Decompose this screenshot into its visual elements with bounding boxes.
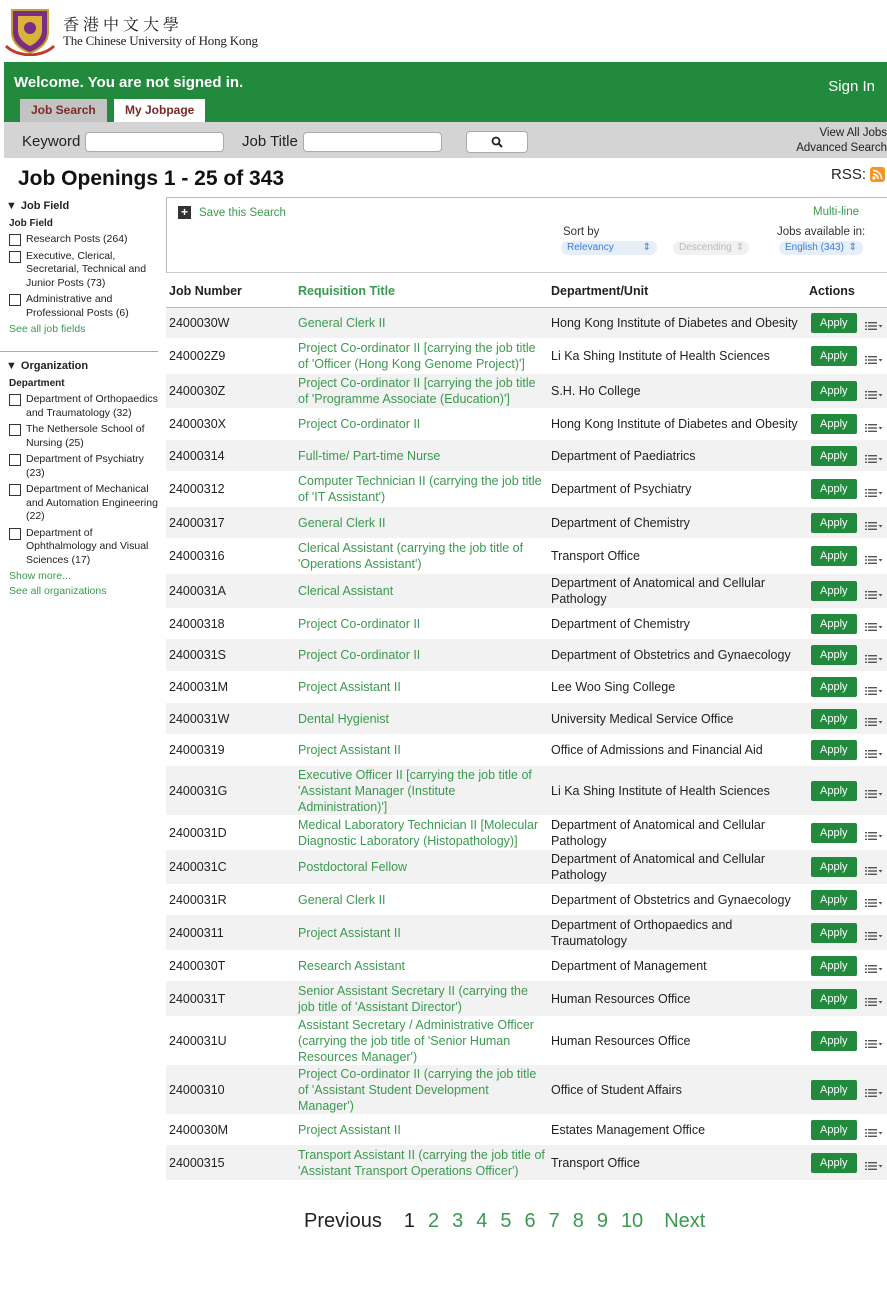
- apply-button[interactable]: Apply: [811, 346, 857, 366]
- department-cell: Estates Management Office: [551, 1122, 706, 1137]
- actions-cell: [806, 574, 887, 608]
- actions-cell: [806, 734, 887, 766]
- job-title-link[interactable]: Project Assistant II: [295, 915, 548, 950]
- show-more-link[interactable]: Show more...: [9, 570, 71, 582]
- department-cell: Transport Office: [551, 549, 640, 563]
- table-row: [166, 671, 887, 703]
- department-cell: S.H. Ho College: [548, 374, 806, 408]
- row-menu-icon[interactable]: [865, 518, 883, 526]
- job-number-cell: 24000310: [166, 1065, 295, 1114]
- row-menu-icon[interactable]: [865, 714, 883, 722]
- department-cell: Li Ka Shing Institute of Health Sciences: [551, 349, 770, 363]
- row-menu-icon[interactable]: [865, 746, 883, 754]
- job-field-header[interactable]: ▼ Job Field: [6, 200, 70, 212]
- table-row: [166, 408, 887, 440]
- actions-cell: [806, 850, 887, 884]
- filter-item[interactable]: Administrative and Professional Posts (6): [6, 293, 158, 320]
- job-number-cell: 2400030T: [169, 958, 226, 973]
- jobs-available-label: Jobs available in:: [777, 226, 866, 238]
- row-menu-icon[interactable]: [865, 961, 883, 969]
- header-requisition-title[interactable]: Requisition Title: [295, 276, 548, 307]
- search-button[interactable]: [466, 131, 528, 153]
- checkbox[interactable]: [9, 528, 21, 540]
- actions-cell: [806, 815, 887, 850]
- row-menu-icon[interactable]: [865, 552, 883, 560]
- table-row: [166, 915, 887, 950]
- search-icon: [491, 136, 503, 148]
- job-title-link[interactable]: General Clerk II: [295, 507, 548, 538]
- apply-button[interactable]: Apply: [811, 546, 857, 566]
- table-row: [166, 608, 887, 639]
- sort-select[interactable]: Relevancy ⇕: [561, 241, 657, 255]
- job-number-cell: 2400031M: [169, 680, 229, 694]
- department-cell: Department of Management: [551, 958, 707, 973]
- actions-cell: [806, 766, 887, 815]
- rss-icon[interactable]: [870, 167, 885, 182]
- row-menu-icon[interactable]: [865, 1158, 883, 1166]
- department-cell: Department of Chemistry: [548, 507, 806, 538]
- apply-button[interactable]: Apply: [811, 740, 857, 760]
- actions-cell: [806, 639, 887, 671]
- job-title-link[interactable]: Project Assistant II: [298, 743, 401, 757]
- table-row: [166, 538, 887, 574]
- actions-cell: [806, 1145, 887, 1180]
- apply-button[interactable]: Apply: [811, 1153, 857, 1173]
- department-cell: Li Ka Shing Institute of Health Sciences: [548, 766, 806, 815]
- filter-item[interactable]: Department of Psychiatry (23): [6, 453, 158, 480]
- department-cell: Department of Anatomical and Cellular Pathology: [551, 817, 766, 848]
- job-title-link[interactable]: Transport Assistant II (carrying the job title of 'Assistant Transport Operations Officer'): [295, 1145, 548, 1180]
- apply-button[interactable]: Apply: [811, 677, 857, 697]
- table-row: [166, 639, 887, 671]
- table-row: [166, 884, 887, 915]
- row-menu-icon[interactable]: [865, 786, 883, 794]
- sort-by-label: Sort by: [563, 226, 600, 238]
- apply-button[interactable]: Apply: [811, 781, 857, 801]
- checkbox[interactable]: [9, 424, 21, 436]
- select-arrows-icon: ⇕: [848, 242, 857, 253]
- table-row: [166, 1114, 887, 1145]
- top-nav-bar: [4, 62, 887, 122]
- job-title-link[interactable]: Medical Laboratory Technician II [Molecular Diagnostic Laboratory (Histopathology)]: [298, 817, 539, 848]
- job-number-cell: 2400031T: [166, 981, 295, 1016]
- actions-cell: [806, 1114, 887, 1145]
- apply-button[interactable]: Apply: [811, 313, 857, 333]
- page-link[interactable]: 5: [500, 1210, 512, 1232]
- department-cell: Hong Kong Institute of Diabetes and Obesity: [548, 307, 806, 338]
- job-number-cell: 24000311: [166, 915, 295, 950]
- apply-button[interactable]: Apply: [811, 890, 857, 910]
- select-arrows-icon: ⇕: [642, 242, 651, 253]
- job-title-link[interactable]: Project Assistant II: [298, 680, 401, 694]
- actions-cell: [806, 471, 887, 507]
- department-subheader: Department: [9, 378, 65, 389]
- page-link[interactable]: 6: [524, 1210, 536, 1232]
- filter-item[interactable]: The Nethersole School of Nursing (25): [6, 423, 158, 450]
- university-name-english: The Chinese University of Hong Kong: [63, 33, 258, 48]
- table-row: [166, 981, 887, 1016]
- table-row: [166, 507, 887, 538]
- actions-cell: [806, 915, 887, 950]
- language-select[interactable]: English (343) ⇕: [779, 241, 863, 255]
- row-menu-icon[interactable]: [865, 683, 883, 691]
- table-row: [166, 1065, 887, 1114]
- job-title-link[interactable]: General Clerk II: [298, 892, 386, 907]
- job-title-link[interactable]: Clerical Assistant (carrying the job title of 'Operations Assistant'): [298, 541, 524, 571]
- table-row: [166, 574, 887, 608]
- header: [0, 0, 887, 62]
- job-title-link[interactable]: Full-time/ Part-time Nurse: [295, 440, 548, 471]
- actions-cell: [806, 440, 887, 471]
- keyword-label: Keyword: [22, 133, 81, 150]
- previous-page-link[interactable]: Previous: [304, 1210, 382, 1232]
- view-all-jobs-link[interactable]: View All Jobs: [819, 127, 887, 139]
- page-link[interactable]: 3: [452, 1210, 464, 1232]
- job-title-link[interactable]: Project Co-ordinator II: [298, 417, 421, 431]
- page-title: Job Openings 1 - 25 of 343: [18, 167, 285, 190]
- filter-sidebar: [6, 200, 158, 597]
- actions-cell: [806, 338, 887, 374]
- order-select[interactable]: Descending ⇕: [673, 241, 749, 255]
- university-name-chinese: 香港中文大學: [63, 15, 184, 34]
- job-number-cell: 2400030X: [169, 417, 227, 431]
- actions-cell: [806, 374, 887, 408]
- checkbox[interactable]: [9, 394, 21, 406]
- job-title-link[interactable]: Project Co-ordinator II [carrying the job title of 'Programme Associate (Education)']: [295, 374, 548, 408]
- row-menu-icon[interactable]: [865, 352, 883, 360]
- job-title-link[interactable]: Clerical Assistant: [295, 574, 548, 608]
- job-title-link[interactable]: Dental Hygienist: [295, 703, 548, 734]
- apply-button[interactable]: Apply: [811, 1120, 857, 1140]
- actions-cell: [806, 981, 887, 1016]
- actions-cell: [806, 608, 887, 639]
- job-number-cell: 2400031W: [166, 703, 295, 734]
- organization-header[interactable]: ▼ Organization: [6, 360, 89, 372]
- department-cell: Transport Office: [548, 1145, 806, 1180]
- actions-cell: [806, 408, 887, 440]
- job-number-cell: 2400031D: [169, 825, 227, 840]
- row-menu-icon[interactable]: [865, 1085, 883, 1093]
- actions-cell: [806, 884, 887, 915]
- row-menu-icon[interactable]: [865, 619, 883, 627]
- department-cell: Office of Student Affairs: [548, 1065, 806, 1114]
- department-cell: Hong Kong Institute of Diabetes and Obesity: [551, 417, 798, 431]
- job-number-cell: 2400031R: [169, 892, 227, 907]
- apply-button[interactable]: Apply: [811, 645, 857, 665]
- job-title-link[interactable]: Research Assistant: [298, 958, 405, 973]
- tab-job-search[interactable]: Job Search: [20, 99, 107, 122]
- advanced-search-link[interactable]: Advanced Search: [796, 142, 887, 154]
- select-arrows-icon: ⇕: [735, 242, 745, 253]
- header-job-number[interactable]: Job Number: [166, 276, 295, 307]
- pagination: [304, 1210, 718, 1233]
- job-title-link[interactable]: Project Assistant II: [298, 1122, 401, 1137]
- checkbox[interactable]: [9, 294, 21, 306]
- job-title-link[interactable]: Project Co-ordinator II (carrying the job title of 'Assistant Student Development Manager'): [295, 1065, 548, 1114]
- page-link[interactable]: 8: [572, 1210, 584, 1232]
- job-title-link[interactable]: Senior Assistant Secretary II (carrying the job title of 'Assistant Director'): [295, 981, 548, 1016]
- row-menu-icon[interactable]: [865, 420, 883, 428]
- page-link[interactable]: 9: [596, 1210, 608, 1232]
- checkbox[interactable]: [9, 234, 21, 246]
- job-field-subheader: Job Field: [9, 218, 53, 229]
- job-number-cell: 24000316: [169, 549, 225, 563]
- actions-cell: [806, 507, 887, 538]
- apply-button[interactable]: Apply: [811, 414, 857, 434]
- see-all-organizations-link[interactable]: See all organizations: [9, 585, 107, 597]
- apply-button[interactable]: Apply: [811, 823, 857, 843]
- table-row: [166, 471, 887, 507]
- row-menu-icon[interactable]: [865, 387, 883, 395]
- divider: [0, 351, 158, 352]
- job-number-cell: 24000312: [169, 482, 225, 496]
- table-row: [166, 703, 887, 734]
- checkbox[interactable]: [9, 484, 21, 496]
- department-cell: Department of Orthopaedics and Traumatology: [548, 915, 806, 950]
- table-row: [166, 815, 887, 850]
- apply-button[interactable]: Apply: [811, 989, 857, 1009]
- table-row: [166, 734, 887, 766]
- row-menu-icon[interactable]: [865, 1036, 883, 1044]
- table-row: [166, 338, 887, 374]
- apply-button[interactable]: Apply: [811, 614, 857, 634]
- job-number-cell: 2400031G: [166, 766, 295, 815]
- filter-item[interactable]: Executive, Clerical, Secretarial, Technical and Junior Posts (73): [6, 250, 158, 291]
- job-title-input[interactable]: [303, 132, 442, 152]
- job-title-link[interactable]: General Clerk II: [295, 307, 548, 338]
- page-link[interactable]: 2: [427, 1210, 440, 1232]
- department-cell: Department of Psychiatry: [551, 482, 692, 496]
- sign-in-link[interactable]: Sign In: [828, 78, 875, 95]
- table-row: [166, 850, 887, 884]
- job-title-link[interactable]: Project Co-ordinator II: [295, 639, 548, 671]
- department-cell: Department of Anatomical and Cellular Pathology: [548, 850, 806, 884]
- actions-cell: [806, 1016, 887, 1065]
- search-links: [796, 126, 887, 156]
- page-link[interactable]: 4: [476, 1210, 488, 1232]
- actions-cell: [806, 703, 887, 734]
- table-header-row: [166, 276, 887, 307]
- header-actions: Actions: [806, 276, 887, 307]
- job-openings-table: [166, 276, 887, 1180]
- job-number-cell: 24000314: [166, 440, 295, 471]
- apply-button[interactable]: Apply: [811, 923, 857, 943]
- keyword-input[interactable]: [85, 132, 224, 152]
- multi-line-toggle[interactable]: Multi-line: [812, 206, 859, 218]
- department-cell: Office of Admissions and Financial Aid: [551, 743, 763, 757]
- actions-cell: [806, 1065, 887, 1114]
- page-current: 1: [403, 1210, 415, 1232]
- job-title-link[interactable]: Project Co-ordinator II [carrying the job title of 'Officer (Hong Kong Genome Project)']: [298, 341, 536, 371]
- job-number-cell: 2400031U: [169, 1033, 227, 1048]
- actions-cell: [806, 538, 887, 574]
- row-menu-icon[interactable]: [865, 318, 883, 326]
- rss-feed[interactable]: [831, 166, 885, 183]
- department-cell: Lee Woo Sing College: [551, 680, 676, 694]
- apply-button[interactable]: Apply: [811, 446, 857, 466]
- department-cell: Human Resources Office: [551, 1033, 691, 1048]
- row-menu-icon[interactable]: [865, 994, 883, 1002]
- job-title-link[interactable]: Computer Technician II (carrying the job title of 'IT Assistant'): [298, 474, 542, 504]
- job-title-link[interactable]: Assistant Secretary / Administrative Officer (carrying the job title of 'Senior Human Resources Manager'): [298, 1017, 534, 1064]
- checkbox[interactable]: [9, 454, 21, 466]
- filter-item[interactable]: Department of Mechanical and Automation Engineering (22): [6, 483, 158, 524]
- job-number-cell: 24000317: [166, 507, 295, 538]
- job-title-link[interactable]: Postdoctoral Fellow: [295, 850, 548, 884]
- apply-button[interactable]: Apply: [811, 479, 857, 499]
- job-title-link[interactable]: Executive Officer II [carrying the job title of 'Assistant Manager (Institute Administration)']: [295, 766, 548, 815]
- save-search-link[interactable]: + Save this Search: [178, 206, 286, 219]
- collapse-triangle-icon[interactable]: ▼: [6, 360, 17, 372]
- tab-my-jobpage[interactable]: My Jobpage: [114, 99, 205, 122]
- job-number-cell: 24000315: [166, 1145, 295, 1180]
- job-number-cell: 2400031C: [166, 850, 295, 884]
- job-number-cell: 2400031A: [166, 574, 295, 608]
- apply-button[interactable]: Apply: [811, 581, 857, 601]
- job-number-cell: 24000318: [169, 616, 225, 631]
- job-number-cell: 24000319: [169, 743, 225, 757]
- apply-button[interactable]: Apply: [811, 1080, 857, 1100]
- apply-button[interactable]: Apply: [811, 1031, 857, 1051]
- department-cell: Human Resources Office: [548, 981, 806, 1016]
- see-all-job-fields-link[interactable]: See all job fields: [9, 323, 86, 335]
- department-cell: Department of Obstetrics and Gynaecology: [551, 892, 791, 907]
- table-row: [166, 1145, 887, 1180]
- search-bar: [4, 122, 887, 158]
- job-number-cell: 2400031S: [166, 639, 295, 671]
- job-title-link[interactable]: Project Co-ordinator II: [298, 616, 421, 631]
- job-number-cell: 240002Z9: [169, 349, 226, 363]
- department-cell: Department of Anatomical and Cellular Pathology: [548, 574, 806, 608]
- header-department[interactable]: Department/Unit: [548, 276, 806, 307]
- table-row: [166, 950, 887, 981]
- row-menu-icon[interactable]: [865, 651, 883, 659]
- row-menu-icon[interactable]: [865, 485, 883, 493]
- row-menu-icon[interactable]: [865, 828, 883, 836]
- job-number-cell: 2400030W: [166, 307, 295, 338]
- page-link[interactable]: 7: [548, 1210, 560, 1232]
- table-row: [166, 766, 887, 815]
- results-toolbar: [166, 197, 887, 273]
- welcome-message: Welcome. You are not signed in.: [14, 74, 244, 91]
- apply-button[interactable]: Apply: [811, 956, 857, 976]
- department-cell: Department of Chemistry: [551, 616, 690, 631]
- table-row: [166, 307, 887, 338]
- checkbox[interactable]: [9, 251, 21, 263]
- row-menu-icon[interactable]: [865, 1125, 883, 1133]
- filter-item[interactable]: Research Posts (264): [6, 233, 158, 247]
- filter-item[interactable]: Department of Ophthalmology and Visual Sciences (17): [6, 527, 158, 568]
- job-number-cell: 2400030Z: [166, 374, 295, 408]
- next-page-link[interactable]: Next: [664, 1210, 706, 1232]
- job-title-label: Job Title: [242, 133, 298, 150]
- row-menu-icon[interactable]: [865, 863, 883, 871]
- apply-button[interactable]: Apply: [811, 513, 857, 533]
- actions-cell: [806, 671, 887, 703]
- row-menu-icon[interactable]: [865, 928, 883, 936]
- apply-button[interactable]: Apply: [811, 709, 857, 729]
- collapse-triangle-icon[interactable]: ▼: [6, 200, 17, 212]
- table-row: [166, 374, 887, 408]
- department-cell: Department of Paediatrics: [548, 440, 806, 471]
- job-number-cell: 2400030M: [169, 1122, 229, 1137]
- actions-cell: [806, 950, 887, 981]
- row-menu-icon[interactable]: [865, 451, 883, 459]
- actions-cell: [806, 307, 887, 338]
- table-row: [166, 440, 887, 471]
- apply-button[interactable]: Apply: [811, 857, 857, 877]
- department-cell: University Medical Service Office: [548, 703, 806, 734]
- department-cell: Department of Obstetrics and Gynaecology: [548, 639, 806, 671]
- row-menu-icon[interactable]: [865, 587, 883, 595]
- apply-button[interactable]: Apply: [811, 381, 857, 401]
- plus-icon: +: [178, 206, 191, 219]
- filter-item[interactable]: Department of Orthopaedics and Traumatology (32): [6, 393, 158, 420]
- row-menu-icon[interactable]: [865, 895, 883, 903]
- page-link[interactable]: 10: [620, 1210, 644, 1232]
- rss-label: RSS:: [830, 166, 866, 183]
- university-crest-icon: [4, 6, 56, 56]
- table-row: [166, 1016, 887, 1065]
